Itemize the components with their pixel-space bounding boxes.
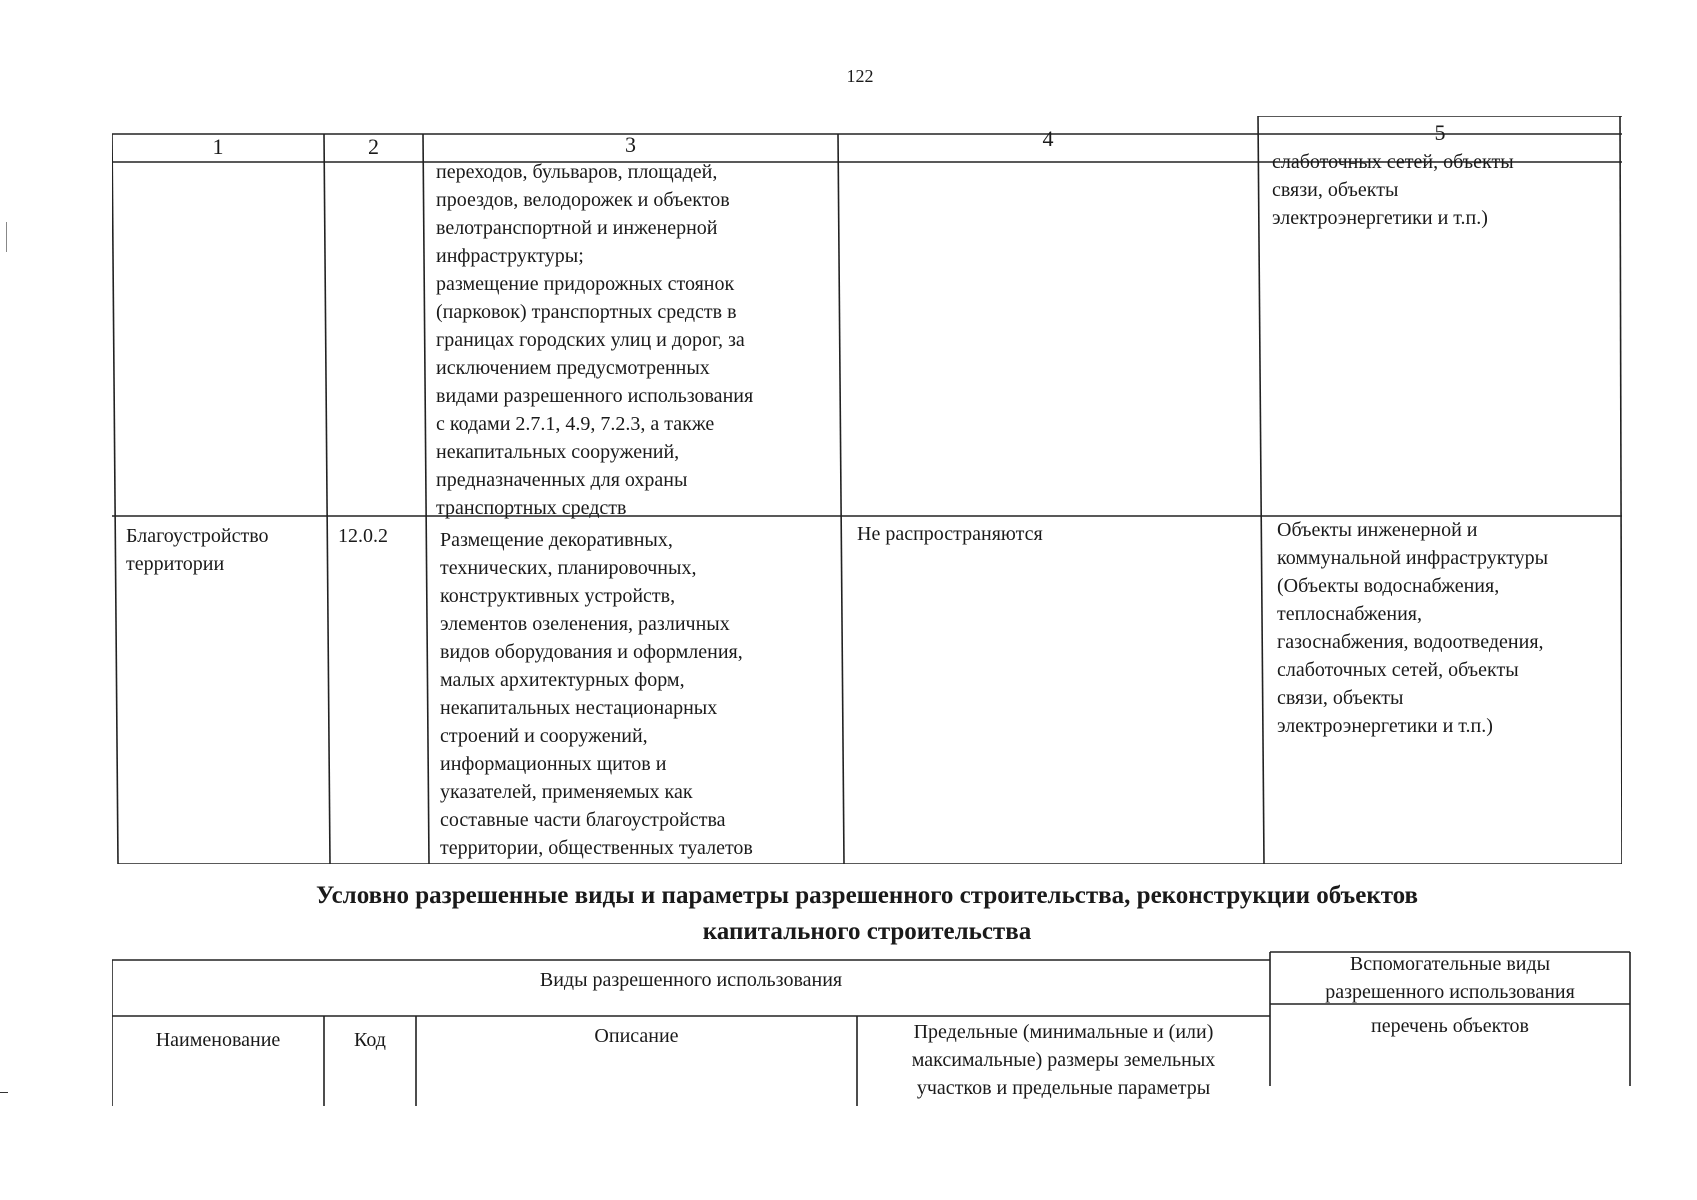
row-aux-objects: Объекты инженерной и коммунальной инфраструктуры (Объекты водоснабжения, теплоснабжения, газоснабжения, водоотведения, слаботочных сетей, объекты связи, объекты электроэнергетики и т.п.)	[1277, 519, 1549, 737]
row-description: Размещение декоративных, технических, планировочных, конструктивных устройств, элементов озеленения, различных видов оборудования и оформления, малых архитектурных форм, некапитальных нестационарных строений и сооружений, информационных щитов и указателей, применяемых как составные части благоустройства территории, общественных туалетов	[440, 529, 753, 859]
column-header: 1	[212, 134, 224, 159]
page-number: 122	[846, 66, 874, 86]
scan-mark	[0, 1092, 8, 1093]
aux-header: Вспомогательные виды разрешенного использования	[1325, 953, 1575, 1003]
row-description: переходов, бульваров, площадей, проездов, велодорожек и объектов велотранспортной и инженерной инфраструктуры; размещение придорожных стоянок (парковок) транспортных средств в границах городских улиц и дорог, за исключением предусмотренных видами разрешенного использования с кодами 2.7.1, 4.9, 7.2.3, а также некапитальных сооружений, предназначенных для охраны транспортных средств	[436, 161, 754, 519]
continuation-table	[112, 116, 1622, 864]
column-header-name: Наименование	[155, 1029, 281, 1051]
group-header: Виды разрешенного использования	[539, 969, 843, 991]
conditional-uses-table	[112, 946, 1632, 1106]
column-header: 5	[1434, 120, 1446, 145]
row-aux-objects: слаботочных сетей, объекты связи, объекты электроэнергетики и т.п.)	[1272, 151, 1514, 229]
column-header: 4	[1042, 126, 1054, 151]
scan-mark	[6, 222, 7, 252]
row-name: Благоустройство территории	[126, 525, 269, 575]
column-header-code: Код	[354, 1029, 386, 1051]
section-title: Условно разрешенные виды и параметры разрешенного строительства, реконструкции объектов капитального строительства	[315, 882, 1419, 945]
column-header: 3	[625, 132, 636, 157]
row-code: 12.0.2	[338, 525, 388, 547]
column-header: 2	[368, 134, 379, 159]
column-header-description: Описание	[594, 1025, 679, 1047]
column-header-limits: Предельные (минимальные и (или) максимальные) размеры земельных участков и предельные параметры	[911, 1021, 1216, 1099]
row-limits: Не распространяются	[857, 523, 1043, 545]
column-header-aux-list: перечень объектов	[1371, 1015, 1529, 1037]
